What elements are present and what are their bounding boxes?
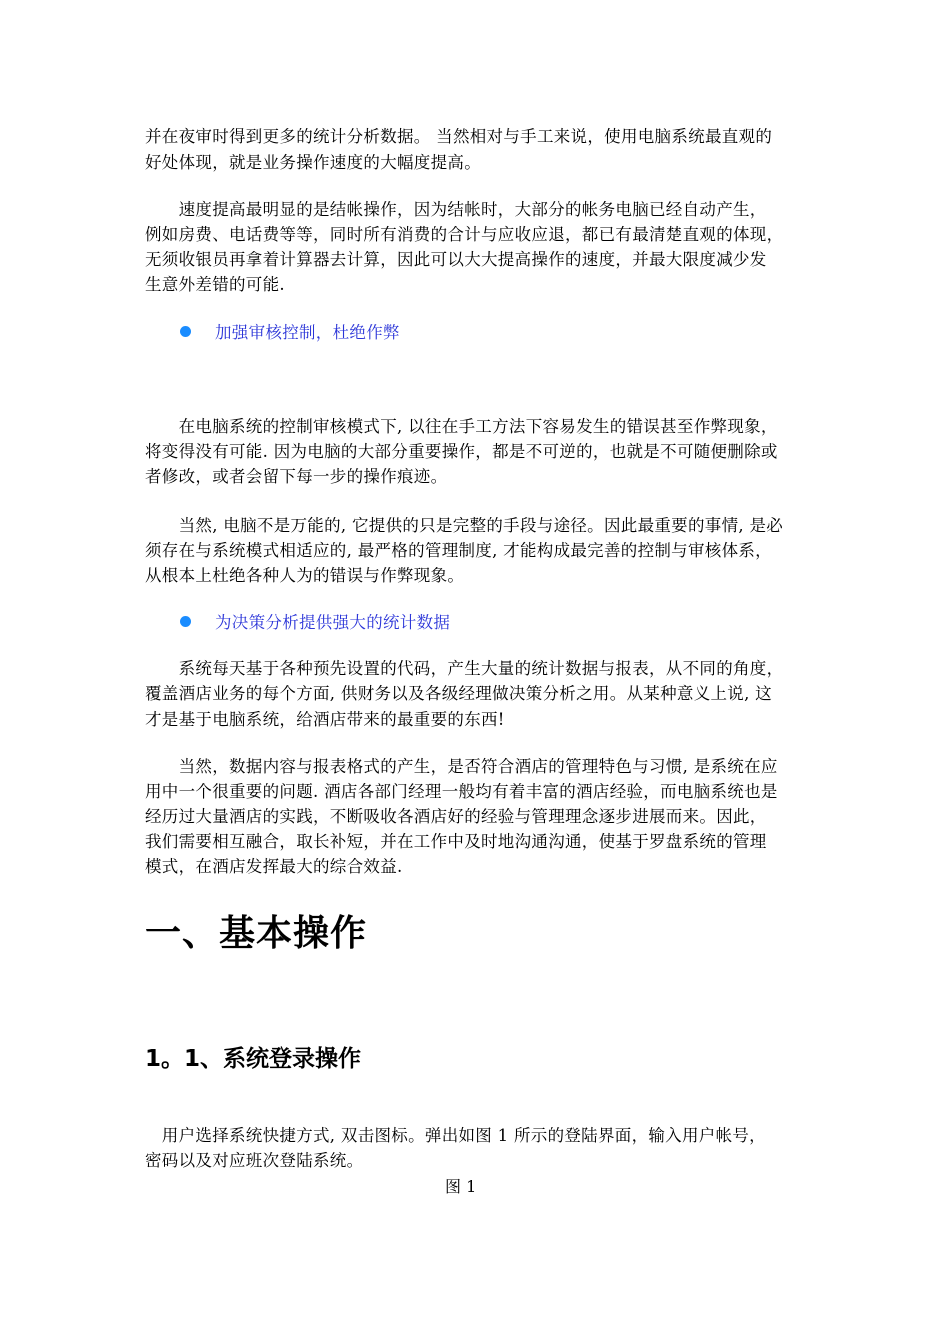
paragraph-line: 当然，数据内容与报表格式的产生，是否符合酒店的管理特色与习惯, 是系统在应 xyxy=(145,757,778,776)
paragraph-line: 覆盖酒店业务的每个方面, 供财务以及各级经理做决策分析之用。从某种意义上说, 这 xyxy=(145,684,772,703)
paragraph-line: 生意外差错的可能. xyxy=(145,275,285,294)
subsection-heading: 1。1、系统登录操作 xyxy=(145,1046,362,1072)
paragraph-line: 无须收银员再拿着计算器去计算，因此可以大大提高操作的速度，并最大限度减少发 xyxy=(145,250,767,269)
paragraph-line: 将变得没有可能. 因为电脑的大部分重要操作，都是不可逆的，也就是不可随便删除或 xyxy=(145,442,778,461)
paragraph-line: 者修改，或者会留下每一步的操作痕迹。 xyxy=(145,467,448,486)
section-heading: 一、基本操作 xyxy=(145,913,368,954)
paragraph-line: 从根本上杜绝各种人为的错误与作弊现象。 xyxy=(145,566,465,585)
bullet-dot-icon xyxy=(180,616,191,627)
paragraph-line: 才是基于电脑系统，给酒店带来的最重要的东西! xyxy=(145,710,505,729)
bullet-item xyxy=(180,609,450,633)
paragraph-line: 系统每天基于各种预先设置的代码，产生大量的统计数据与报表，从不同的角度， xyxy=(145,659,784,678)
paragraph-line: 经历过大量酒店的实践，不断吸收各酒店好的经验与管理理念逐步进展而来。因此， xyxy=(145,807,767,826)
paragraph-line: 在电脑系统的控制审核模式下, 以往在手工方法下容易发生的错误甚至作弊现象， xyxy=(145,417,778,436)
paragraph-line: 并在夜审时得到更多的统计分析数据。 当然相对与手工来说，使用电脑系统最直观的 xyxy=(145,127,773,146)
figure-caption: 图 1 xyxy=(445,1177,477,1196)
bullet-text: 加强审核控制，杜绝作弊 xyxy=(215,323,400,342)
paragraph-line: 速度提高最明显的是结帐操作，因为结帐时，大部分的帐务电脑已经自动产生， xyxy=(145,200,767,219)
paragraph-line: 用户选择系统快捷方式, 双击图标。弹出如图 1 所示的登陆界面，输入用户帐号， xyxy=(145,1126,766,1145)
paragraph-line: 用中一个很重要的问题. 酒店各部门经理一般均有着丰富的酒店经验，而电脑系统也是 xyxy=(145,782,778,801)
paragraph-line: 模式，在酒店发挥最大的综合效益. xyxy=(145,857,403,876)
paragraph-line: 密码以及对应班次登陆系统。 xyxy=(145,1151,364,1170)
bullet-item xyxy=(180,319,400,343)
paragraph-line: 当然, 电脑不是万能的, 它提供的只是完整的手段与途径。因此最重要的事情, 是必 xyxy=(145,516,784,535)
paragraph-line: 好处体现，就是业务操作速度的大幅度提高。 xyxy=(145,153,481,172)
paragraph-line: 须存在与系统模式相适应的, 最严格的管理制度, 才能构成最完善的控制与审核体系， xyxy=(145,541,772,560)
paragraph-line: 例如房费、电话费等等，同时所有消费的合计与应收应退，都已有最清楚直观的体现， xyxy=(145,225,784,244)
paragraph-line: 我们需要相互融合，取长补短，并在工作中及时地沟通沟通，使基于罗盘系统的管理 xyxy=(145,832,767,851)
bullet-dot-icon xyxy=(180,326,191,337)
bullet-text: 为决策分析提供强大的统计数据 xyxy=(215,613,451,632)
